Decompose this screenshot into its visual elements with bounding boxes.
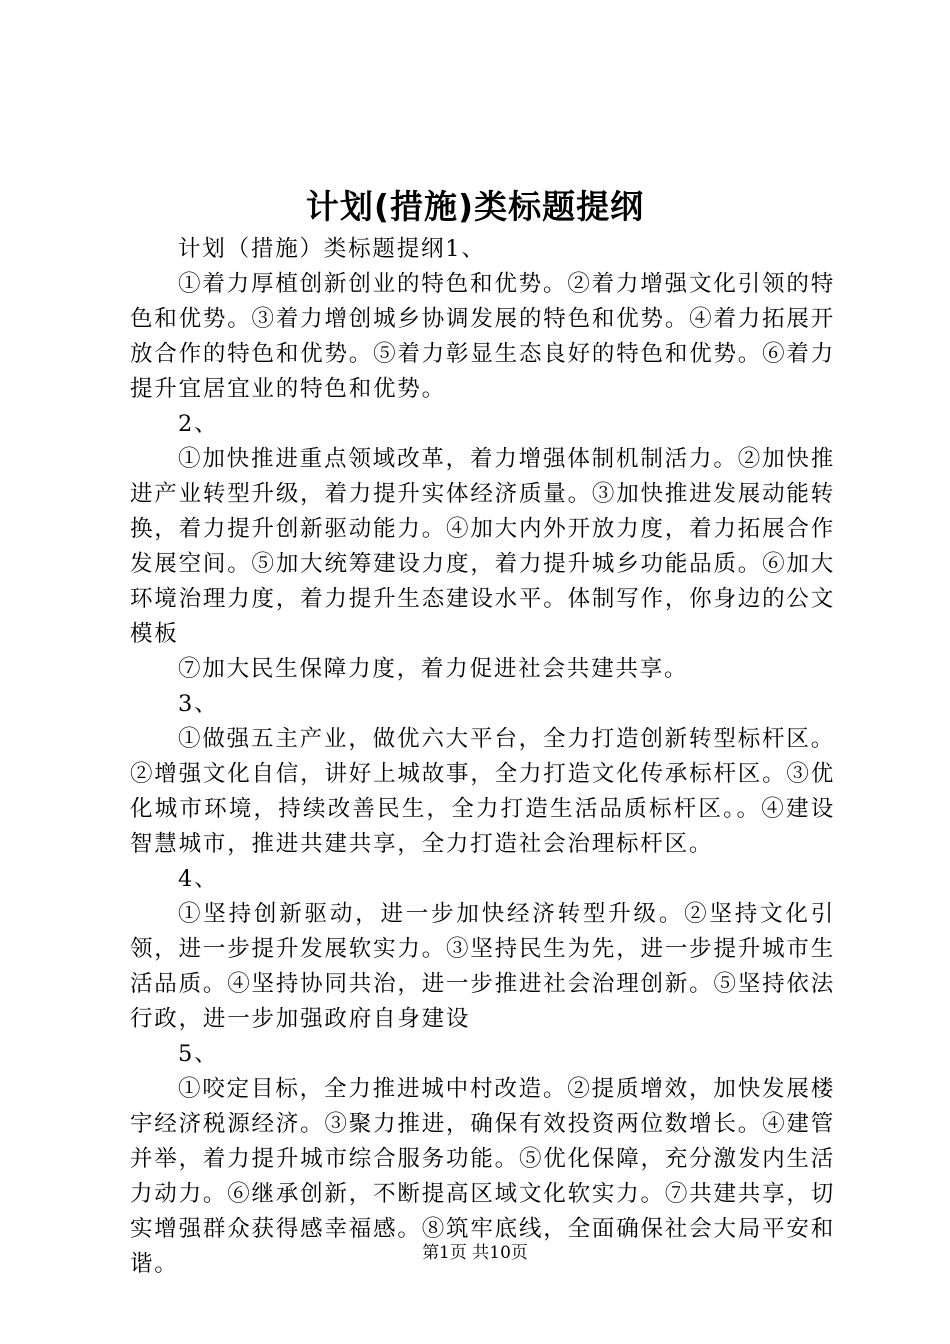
section-number-2: 2、 (178, 411, 219, 437)
paragraph-section-1: ①着力厚植创新创业的特色和优势。②着力增强文化引领的特色和优势。③着力增创城乡协调发展的特色和优势。④着力拓展开放合作的特色和优势。⑤着力彰显生态良好的特色和优势。⑥着力提升宜居宜业的特色和优势。 (130, 271, 835, 402)
document-title: 计划(措施)类标题提纲 (305, 187, 645, 226)
section-number-4: 4、 (178, 866, 219, 892)
document-body (130, 232, 835, 1282)
paragraph-section-2-item-7: ⑦加大民生保障力度，着力促进社会共建共享。 (178, 656, 689, 682)
section-number-3: 3、 (178, 691, 219, 717)
paragraph-section-2: ①加快推进重点领域改革，着力增强体制机制活力。②加快推进产业转型升级，着力提升实体经济质量。③加快推进发展动能转换，着力提升创新驱动能力。④加大内外开放力度，着力拓展合作发展空间。⑤加大统筹建设力度，着力提升城乡功能品质。⑥加大环境治理力度，着力提升生态建设水平。体制写作，你身边的公文模板 (130, 446, 835, 647)
paragraph-intro: 计划（措施）类标题提纲1、 (178, 236, 486, 262)
paragraph-section-4: ①坚持创新驱动，进一步加快经济转型升级。②坚持文化引领，进一步提升发展软实力。③坚持民生为先，进一步提升城市生活品质。④坚持协同共治，进一步推进社会治理创新。⑤坚持依法行政，进一步加强政府自身建设 (130, 901, 835, 1032)
section-number-5: 5、 (178, 1041, 219, 1067)
page-number-footer: 第1页 共10页 (422, 1243, 528, 1263)
paragraph-section-5: ①咬定目标，全力推进城中村改造。②提质增效，加快发展楼宇经济税源经济。③聚力推进，确保有效投资两位数增长。④建管并举，着力提升城市综合服务功能。⑤优化保障，充分激发内生活力动力。⑥继承创新，不断提高区域文化软实力。⑦共建共享，切实增强群众获得感幸福感。⑧筑牢底线，全面确保社会大局平安和谐。 (130, 1076, 835, 1277)
paragraph-section-3: ①做强五主产业，做优六大平台，全力打造创新转型标杆区。②增强文化自信，讲好上城故事，全力打造文化传承标杆区。③优化城市环境，持续改善民生，全力打造生活品质标杆区。。④建设智慧城市，推进共建共享，全力打造社会治理标杆区。 (130, 726, 835, 857)
